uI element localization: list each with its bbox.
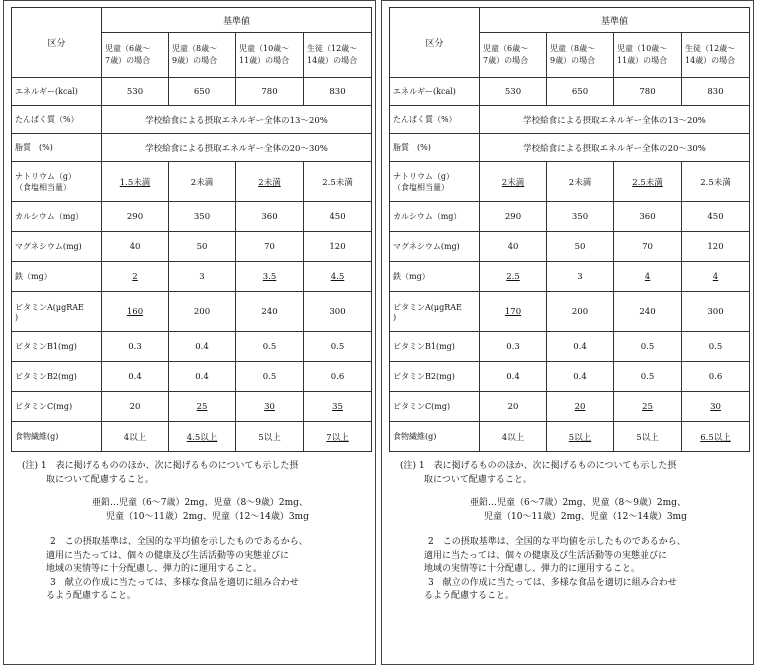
- nutrient-sublabel: （食塩相当量）: [393, 182, 449, 192]
- nutrient-name: [390, 332, 480, 362]
- nutrient-name: [390, 202, 480, 232]
- standard-value: 300: [707, 306, 724, 317]
- standard-value-cell: [547, 362, 614, 392]
- standard-value: 0.5: [708, 341, 723, 352]
- standard-value-cell: [480, 392, 547, 422]
- standard-value: 650: [193, 86, 211, 97]
- nutrient-name: [12, 202, 102, 232]
- standard-value-cell: [614, 422, 682, 452]
- standard-value-cell: [682, 392, 750, 422]
- nutrient-row: [12, 232, 372, 262]
- nutrient-name: [390, 422, 480, 452]
- standard-value-cell: [304, 262, 372, 292]
- standard-value-cell: [304, 362, 372, 392]
- nutrient-row: [390, 202, 750, 232]
- age-group-line-1: 児童（6歳〜: [105, 44, 151, 53]
- zinc-line-2: 児童（10〜11歳）2mg、児童（12〜14歳）3mg: [106, 511, 309, 522]
- standard-value: 0.3: [128, 341, 142, 352]
- standard-value: 830: [329, 86, 346, 97]
- nutrient-label: たんぱく質（%）: [15, 115, 79, 124]
- standard-value-cell: [169, 292, 236, 332]
- note-2-line-1: 2 この摂取基準は、全国的な平均値を示したものであるから、: [428, 537, 686, 547]
- standard-value-cell: [102, 422, 169, 452]
- standard-value-cell: [682, 292, 750, 332]
- standard-value-cell: [169, 262, 236, 292]
- standard-value: 0.6: [708, 371, 723, 382]
- standard-value-cell: [480, 362, 547, 392]
- nutrient-row: [390, 362, 750, 392]
- nutrient-label: 食物繊維(g): [15, 432, 59, 441]
- standard-value-cell: [169, 162, 236, 202]
- standard-value: 20: [507, 401, 519, 412]
- nutrient-row: [390, 292, 750, 332]
- standard-value-cell: [169, 232, 236, 262]
- standard-value: 40: [507, 241, 519, 252]
- standard-value: 2未満: [258, 177, 281, 188]
- standard-value-cell: [304, 232, 372, 262]
- standard-value: 2.5: [506, 271, 520, 282]
- standard-value-cell: [547, 262, 614, 292]
- nutrient-label: マグネシウム(mg): [15, 242, 82, 251]
- nutrient-row: [12, 262, 372, 292]
- energy-ratio-cell: 学校給食による摂取エネルギー全体の13〜20%: [102, 106, 372, 134]
- standard-value: 350: [571, 211, 589, 222]
- standard-value: 530: [504, 86, 522, 97]
- standard-value-cell: [102, 392, 169, 422]
- note-3-line-1: 3 献立の作成に当たっては、多様な食品を適切に組み合わせ: [50, 577, 299, 588]
- standard-value-cell: [480, 202, 547, 232]
- standard-value-cell: [236, 332, 304, 362]
- standard-value: 1.5未満: [119, 177, 151, 188]
- nutrient-sublabel: （食塩相当量）: [15, 182, 71, 192]
- standard-value: 350: [193, 211, 211, 222]
- nutrient-label: 食物繊維(g): [393, 432, 437, 441]
- age-group-header: [304, 33, 372, 78]
- age-group-line-1: 生徒（12歳〜: [685, 44, 736, 53]
- note-2-line-2: 適用に当たっては、個々の健康及び生活活動等の実態並びに: [46, 550, 290, 561]
- standard-value-cell: [304, 392, 372, 422]
- standard-value-cell: [102, 362, 169, 392]
- standard-value: 0.4: [195, 341, 209, 352]
- note-3-line-2: るよう配慮すること。: [46, 591, 137, 601]
- standard-value: 70: [264, 241, 275, 252]
- standard-value: 0.5: [640, 341, 655, 352]
- standard-value-cell: [102, 292, 169, 332]
- age-group-line-2: 11歳）の場合: [239, 56, 290, 65]
- standard-value: 530: [126, 86, 144, 97]
- standard-value-cell: [614, 202, 682, 232]
- nutrient-row: [12, 162, 372, 202]
- nutrient-name: [390, 232, 480, 262]
- nutrient-name: [390, 134, 480, 162]
- standard-value-cell: [236, 232, 304, 262]
- standard-value-cell: [480, 292, 547, 332]
- standard-value: 200: [193, 306, 211, 317]
- standard-value: 4以上: [123, 432, 147, 443]
- standard-value-cell: [169, 202, 236, 232]
- nutrient-sublabel: ): [15, 312, 19, 322]
- nutrient-label: マグネシウム(mg): [393, 242, 460, 251]
- note-1-line-1: (注) 1 表に掲げるもののほか、次に掲げるものについても示した摂: [22, 461, 299, 471]
- age-group-header: [614, 33, 682, 78]
- age-group-line-2: 14歳）の場合: [307, 56, 358, 65]
- standard-value: 0.4: [195, 371, 209, 382]
- age-group-header: [102, 33, 169, 78]
- standard-value-cell: [236, 162, 304, 202]
- nutrient-row: [12, 392, 372, 422]
- standard-value-cell: [547, 392, 614, 422]
- age-group-header: [169, 33, 236, 78]
- standard-value: 4: [644, 271, 651, 282]
- age-group-line-1: 児童（8歳〜: [550, 44, 596, 53]
- age-group-line-2: 11歳）の場合: [617, 56, 668, 65]
- standard-value: 4以上: [501, 432, 525, 443]
- standard-value-cell: [614, 362, 682, 392]
- zinc-line-2: 児童（10〜11歳）2mg、児童（12〜14歳）3mg: [484, 511, 687, 522]
- standard-value: 450: [329, 211, 346, 222]
- standard-value-cell: [236, 362, 304, 392]
- energy-ratio-cell: 学校給食による摂取エネルギー全体の20〜30%: [480, 134, 750, 162]
- standard-value-cell: [236, 262, 304, 292]
- standard-value-cell: [682, 422, 750, 452]
- age-group-line-2: 7歳）の場合: [105, 56, 151, 65]
- standard-value: 2.5未満: [700, 177, 731, 188]
- nutrient-label: カルシウム（mg）: [15, 212, 84, 221]
- standard-value-cell: [236, 78, 304, 106]
- standard-value: 4.5: [330, 271, 345, 282]
- right-panel: [381, 0, 754, 665]
- standard-value: 0.4: [573, 371, 587, 382]
- standard-value-cell: [480, 262, 547, 292]
- nutrient-row: [12, 134, 372, 162]
- nutrient-label: 鉄（mg）: [15, 272, 52, 281]
- standard-value-cell: [102, 162, 169, 202]
- standard-value-cell: [102, 202, 169, 232]
- standard-value-cell: [682, 262, 750, 292]
- standard-value: 240: [261, 306, 278, 317]
- nutrient-label: ビタミンB2(mg): [15, 372, 77, 381]
- standard-value-cell: [304, 422, 372, 452]
- standard-value-cell: [547, 162, 614, 202]
- standard-value: 0.5: [330, 341, 345, 352]
- age-group-line-1: 生徒（12歳〜: [307, 44, 358, 53]
- age-group-line-1: 児童（10歳〜: [617, 44, 668, 53]
- kubun-header: 区分: [390, 8, 480, 78]
- standard-value-cell: [614, 292, 682, 332]
- nutrient-name: [390, 106, 480, 134]
- standard-value: 2: [132, 271, 138, 282]
- nutrient-label: ビタミンB2(mg): [393, 372, 455, 381]
- standard-value-cell: [236, 392, 304, 422]
- standard-value: 290: [504, 211, 522, 222]
- age-group-header: [682, 33, 750, 78]
- standard-value-cell: [682, 332, 750, 362]
- nutrient-name: [12, 262, 102, 292]
- nutrient-name: [390, 392, 480, 422]
- standard-value-cell: [547, 422, 614, 452]
- standard-value: 300: [329, 306, 346, 317]
- standard-value-cell: [682, 202, 750, 232]
- nutrient-label: エネルギー(kcal): [15, 87, 78, 96]
- nutrient-label: ナトリウム（g）: [393, 171, 455, 181]
- nutrient-row: [12, 422, 372, 452]
- nutrient-name: [390, 162, 480, 202]
- standard-value-cell: [169, 362, 236, 392]
- standard-value-cell: [547, 78, 614, 106]
- standard-value-cell: [614, 262, 682, 292]
- standard-value: 2未満: [568, 177, 592, 188]
- standard-value: 4: [712, 271, 719, 282]
- standard-value: 3: [199, 271, 205, 282]
- energy-ratio-cell: 学校給食による摂取エネルギー全体の13〜20%: [480, 106, 750, 134]
- standard-value: 35: [332, 401, 343, 412]
- nutrient-name: [12, 232, 102, 262]
- standard-value-cell: [102, 232, 169, 262]
- standard-value-cell: [102, 332, 169, 362]
- age-group-line-2: 9歳）の場合: [550, 56, 596, 65]
- standard-value: 40: [129, 241, 141, 252]
- kubun-header: 区分: [12, 8, 102, 78]
- standard-value-cell: [480, 332, 547, 362]
- nutrient-name: [390, 362, 480, 392]
- nutrient-name: [390, 78, 480, 106]
- age-group-line-2: 7歳）の場合: [483, 56, 529, 65]
- standard-value-cell: [547, 202, 614, 232]
- standard-value-cell: [480, 78, 547, 106]
- nutrient-label: ビタミンC(mg): [15, 402, 73, 411]
- nutrient-label: ビタミンB1(mg): [15, 342, 77, 351]
- standard-value-cell: [236, 292, 304, 332]
- standard-value-cell: [304, 202, 372, 232]
- nutrient-row: [390, 78, 750, 106]
- standard-value: 3: [577, 271, 583, 282]
- standard-value: 0.6: [330, 371, 345, 382]
- standard-value-cell: [547, 232, 614, 262]
- standard-value: 5以上: [568, 432, 592, 443]
- nutrient-name: [12, 78, 102, 106]
- standard-value-cell: [304, 78, 372, 106]
- standard-value-cell: [614, 232, 682, 262]
- standard-value-cell: [682, 232, 750, 262]
- standard-value: 240: [639, 306, 656, 317]
- standard-value: 3.5: [262, 271, 277, 282]
- zinc-line-1: 亜鉛…児童（6〜7歳）2mg、児童（8〜9歳）2mg、: [92, 498, 308, 508]
- nutrient-row: [12, 332, 372, 362]
- nutrient-name: [12, 362, 102, 392]
- standard-value-cell: [682, 78, 750, 106]
- nutrient-name: [12, 332, 102, 362]
- standard-value: 4.5以上: [186, 432, 218, 443]
- note-2-line-3: 地域の実情等に十分配慮し、弾力的に運用すること。: [424, 564, 641, 574]
- standard-value: 780: [639, 86, 656, 97]
- age-group-line-1: 児童（6歳〜: [483, 44, 529, 53]
- standard-value: 0.3: [506, 341, 520, 352]
- standard-value-cell: [304, 162, 372, 202]
- standard-value: 830: [707, 86, 724, 97]
- note-2-line-1: 2 この摂取基準は、全国的な平均値を示したものであるから、: [50, 537, 308, 547]
- standard-value: 2未満: [190, 177, 214, 188]
- standard-value: 0.5: [262, 341, 277, 352]
- standard-value-cell: [169, 392, 236, 422]
- standard-value-cell: [480, 232, 547, 262]
- nutrient-label: ビタミンC(mg): [393, 402, 451, 411]
- standard-value: 70: [642, 241, 653, 252]
- notes-left: [22, 460, 375, 604]
- standard-value: 2.5未満: [322, 177, 353, 188]
- standard-value: 5以上: [258, 432, 281, 443]
- age-group-line-1: 児童（8歳〜: [172, 44, 218, 53]
- standard-value: 50: [196, 241, 208, 252]
- nutrient-row: [12, 362, 372, 392]
- standard-value: 0.5: [262, 371, 277, 382]
- standard-value: 2.5未満: [632, 177, 663, 188]
- nutrient-row: [390, 232, 750, 262]
- standard-value: 30: [264, 401, 275, 412]
- standard-value: 120: [329, 241, 346, 252]
- nutrient-sublabel: ): [393, 312, 397, 322]
- nutrient-label: 脂質 (%): [393, 143, 431, 152]
- note-1-line-1: (注) 1 表に掲げるもののほか、次に掲げるものについても示した摂: [400, 461, 677, 471]
- nutrient-label: エネルギー(kcal): [393, 87, 456, 96]
- standard-value: 0.4: [506, 371, 520, 382]
- nutrient-row: [390, 332, 750, 362]
- nutrient-row: [390, 422, 750, 452]
- standard-value-cell: [682, 162, 750, 202]
- standard-value: 650: [571, 86, 589, 97]
- notes-right: [400, 460, 753, 604]
- standard-value-cell: [304, 292, 372, 332]
- standard-value: 6.5以上: [700, 432, 731, 443]
- standard-value-cell: [236, 422, 304, 452]
- nutrient-row: [390, 262, 750, 292]
- nutrient-row: [12, 292, 372, 332]
- note-2-line-2: 適用に当たっては、個々の健康及び生活活動等の実態並びに: [424, 550, 668, 561]
- standard-value-cell: [169, 422, 236, 452]
- age-group-header: [547, 33, 614, 78]
- age-group-header: [236, 33, 304, 78]
- standard-value: 450: [707, 211, 724, 222]
- note-1-line-2: 取について配慮すること。: [424, 474, 532, 485]
- standard-value: 170: [504, 306, 522, 317]
- standard-value: 200: [571, 306, 589, 317]
- nutrient-label: 脂質 (%): [15, 143, 53, 152]
- standard-value: 5以上: [636, 432, 659, 443]
- standard-value-cell: [547, 332, 614, 362]
- standard-value-cell: [480, 422, 547, 452]
- standard-value-cell: [614, 332, 682, 362]
- note-3-line-2: るよう配慮すること。: [424, 591, 515, 601]
- nutrient-name: [12, 106, 102, 134]
- nutrient-name: [390, 262, 480, 292]
- nutrient-label: 鉄（mg）: [393, 272, 430, 281]
- nutrient-label: ナトリウム（g）: [15, 171, 77, 181]
- standard-value: 20: [129, 401, 141, 412]
- age-group-header: [480, 33, 547, 78]
- standard-value-cell: [547, 292, 614, 332]
- nutrient-row: [12, 78, 372, 106]
- standard-value: 50: [574, 241, 586, 252]
- note-2-line-3: 地域の実情等に十分配慮し、弾力的に運用すること。: [46, 564, 263, 574]
- standard-value: 25: [196, 401, 208, 412]
- nutrient-row: [12, 106, 372, 134]
- standard-value: 0.4: [573, 341, 587, 352]
- standard-value: 120: [707, 241, 724, 252]
- standard-value: 0.4: [128, 371, 142, 382]
- left-panel: [3, 0, 376, 665]
- nutrient-label: たんぱく質（%）: [393, 115, 457, 124]
- nutrient-name: [12, 292, 102, 332]
- standard-value-cell: [614, 78, 682, 106]
- age-group-line-1: 児童（10歳〜: [239, 44, 290, 53]
- standard-value-cell: [102, 78, 169, 106]
- standard-value: 2未満: [501, 177, 525, 188]
- standards-table-right: [389, 7, 750, 452]
- nutrient-name: [12, 392, 102, 422]
- nutrient-name: [12, 134, 102, 162]
- nutrient-row: [390, 162, 750, 202]
- nutrient-name: [390, 292, 480, 332]
- standard-value: 25: [642, 401, 653, 412]
- note-1-line-2: 取について配慮すること。: [46, 474, 154, 485]
- nutrient-name: [12, 162, 102, 202]
- nutrient-row: [390, 134, 750, 162]
- energy-ratio-cell: 学校給食による摂取エネルギー全体の20〜30%: [102, 134, 372, 162]
- nutrient-row: [390, 106, 750, 134]
- header-row: [390, 8, 750, 33]
- standard-value: 360: [261, 211, 278, 222]
- nutrient-name: [12, 422, 102, 452]
- standard-value-cell: [102, 262, 169, 292]
- standard-value: 290: [126, 211, 144, 222]
- nutrient-label: ビタミンB1(mg): [393, 342, 455, 351]
- nutrient-label: ビタミンA(μgRAE: [393, 302, 462, 312]
- standard-value-cell: [614, 392, 682, 422]
- standard-value: 20: [574, 401, 586, 412]
- standard-value-cell: [614, 162, 682, 202]
- standard-value-cell: [480, 162, 547, 202]
- standard-value: 360: [639, 211, 656, 222]
- nutrient-label: ビタミンA(μgRAE: [15, 302, 84, 312]
- standard-value: 160: [126, 306, 144, 317]
- nutrient-label: カルシウム（mg）: [393, 212, 462, 221]
- nutrient-row: [12, 202, 372, 232]
- standard-value-cell: [169, 332, 236, 362]
- header-row: [12, 8, 372, 33]
- standard-value-cell: [236, 202, 304, 232]
- standard-value-cell: [169, 78, 236, 106]
- standard-value-cell: [304, 332, 372, 362]
- kijun-header: 基準値: [102, 8, 372, 33]
- note-3-line-1: 3 献立の作成に当たっては、多様な食品を適切に組み合わせ: [428, 577, 677, 588]
- age-group-line-2: 9歳）の場合: [172, 56, 218, 65]
- standard-value: 7以上: [326, 432, 349, 443]
- standard-value: 0.5: [640, 371, 655, 382]
- age-group-line-2: 14歳）の場合: [685, 56, 736, 65]
- standard-value: 30: [710, 401, 721, 412]
- zinc-line-1: 亜鉛…児童（6〜7歳）2mg、児童（8〜9歳）2mg、: [470, 498, 686, 508]
- standard-value: 780: [261, 86, 278, 97]
- nutrient-row: [390, 392, 750, 422]
- standard-value-cell: [682, 362, 750, 392]
- standards-table-left: [11, 7, 372, 452]
- kijun-header: 基準値: [480, 8, 750, 33]
